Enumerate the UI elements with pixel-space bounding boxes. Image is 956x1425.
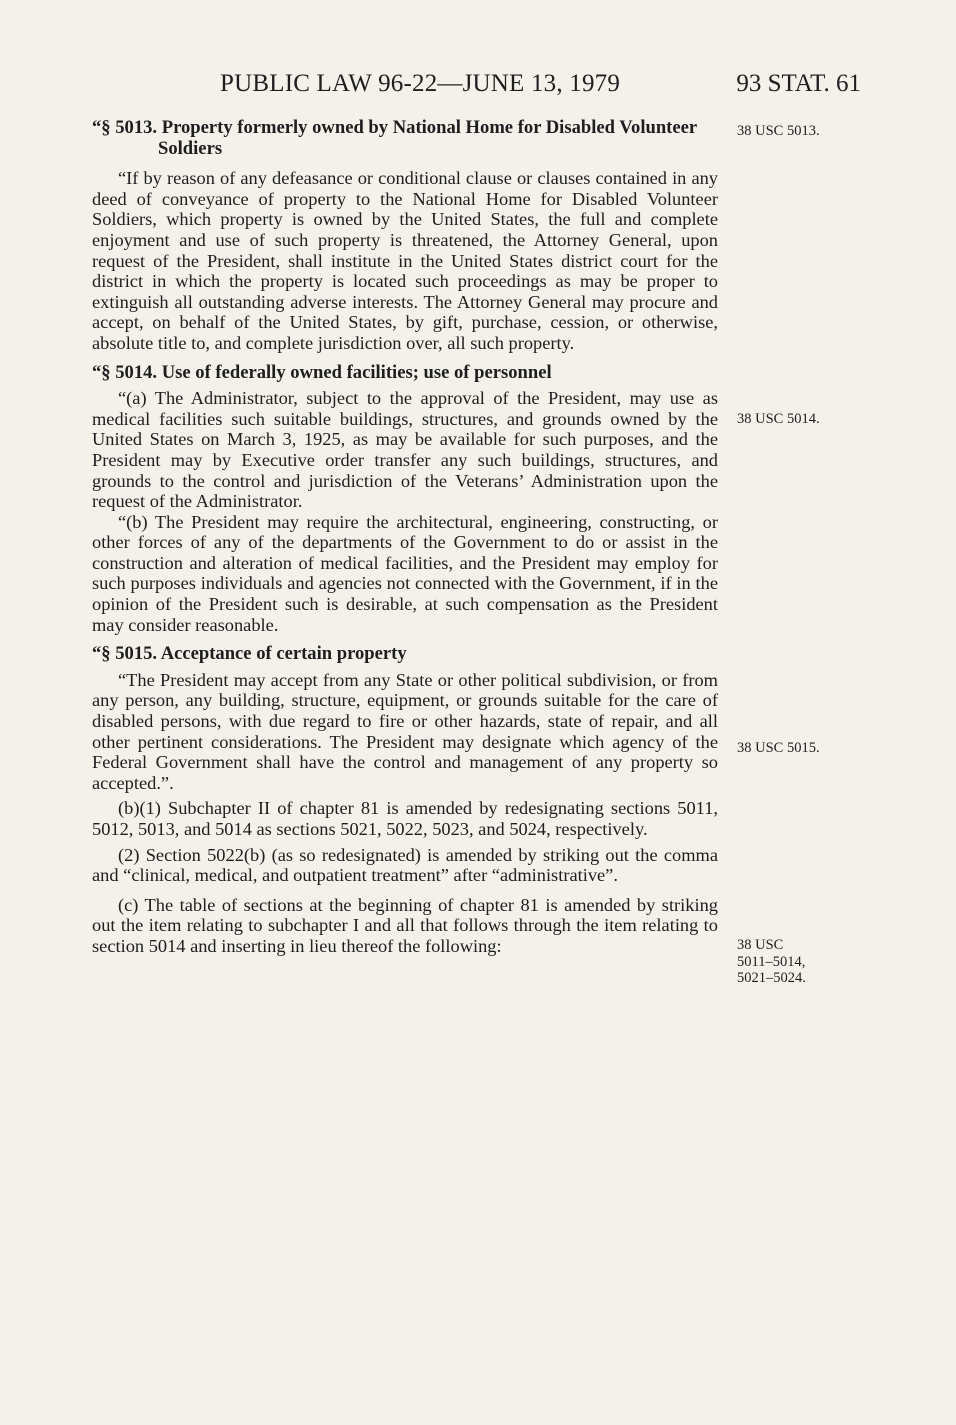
- margin-citation-line-3: 5021–5024.: [737, 970, 806, 986]
- section-5015-paragraph: “The President may accept from any State or other political subdivision, or from any person, any building, structure, equipment, or grounds suitable for the care of disabled persons, with due regard to fire or other hazards, state of repair, and all other pertinent considerations. The President may designate which agency of the Federal Government shall have the control and management of any property so accepted.”.: [92, 669, 718, 793]
- section-5013-paragraph: “If by reason of any defeasance or conditional clause or clauses contained in any deed of conveyance of property to the National Home for Disabled Volunteer Soldiers, which property is owned by the United States, the full and complete enjoyment and use of such property is threatened, the Attorney General, upon request of the President, shall institute in the United States district court for the district in which the property is located such proceedings as may be proper to extinguish all outstanding adverse interests. The Attorney General may procure and accept, on behalf of the United States, by gift, purchase, cession, or otherwise, absolute title to, and complete jurisdiction over, all such property.: [92, 168, 718, 353]
- margin-citation-line-2: 5011–5014,: [737, 953, 806, 970]
- section-5013-heading: “§ 5013. Property formerly owned by National Home for Disabled Volunteer Soldiers: [92, 117, 697, 159]
- margin-citation-5013: 38 USC 5013.: [737, 123, 820, 139]
- margin-citation-5015: 38 USC 5015.: [737, 740, 820, 756]
- body-text: [92, 118, 718, 957]
- running-header-title: PUBLIC LAW 96-22—JUNE 13, 1979: [220, 70, 621, 97]
- page-stat-number: 93 STAT. 61: [736, 70, 861, 97]
- margin-citation-line-1: 38 USC: [737, 937, 784, 953]
- section-5014-paragraph-a: “(a) The Administrator, subject to the approval of the President, may use as medical facilities such suitable buildings, structures, and grounds owned by the United States on March 3, 1925, as may be available for such purposes, and the President may by Executive order transfer any such buildings, structures, and grounds to the control and jurisdiction of the Veterans’ Administration upon the request of the Administrator.: [92, 388, 718, 512]
- amendment-b2: (2) Section 5022(b) (as so redesignated) is amended by striking out the comma and “clinical, medical, and outpatient treatment” after “administrative”.: [92, 844, 718, 886]
- section-5015-heading: “§ 5015. Acceptance of certain property: [92, 643, 407, 665]
- section-5014-paragraph-b: “(b) The President may require the architectural, engineering, constructing, or other forces of any of the departments of the Government to do or assist in the construction and alteration of medical facilities, and the President may employ for such purposes individuals and agencies not connected with the Government, if in the opinion of the President such is desirable, at such compensation as the President may consider reasonable.: [92, 511, 718, 635]
- margin-citation-5014: 38 USC 5014.: [737, 411, 820, 427]
- amendment-c: (c) The table of sections at the beginning of chapter 81 is amended by striking out the item relating to subchapter I and all that follows through the item relating to section 5014 and inserting in lieu thereof the following:: [92, 894, 718, 956]
- margin-citation-5011-5024: [737, 937, 806, 987]
- amendment-b1: (b)(1) Subchapter II of chapter 81 is amended by redesignating sections 5011, 5012, 5013, and 5014 as sections 5021, 5022, 5023, and 5024, respectively.: [92, 798, 718, 839]
- section-5014-heading: “§ 5014. Use of federally owned facilities; use of personnel: [92, 361, 552, 383]
